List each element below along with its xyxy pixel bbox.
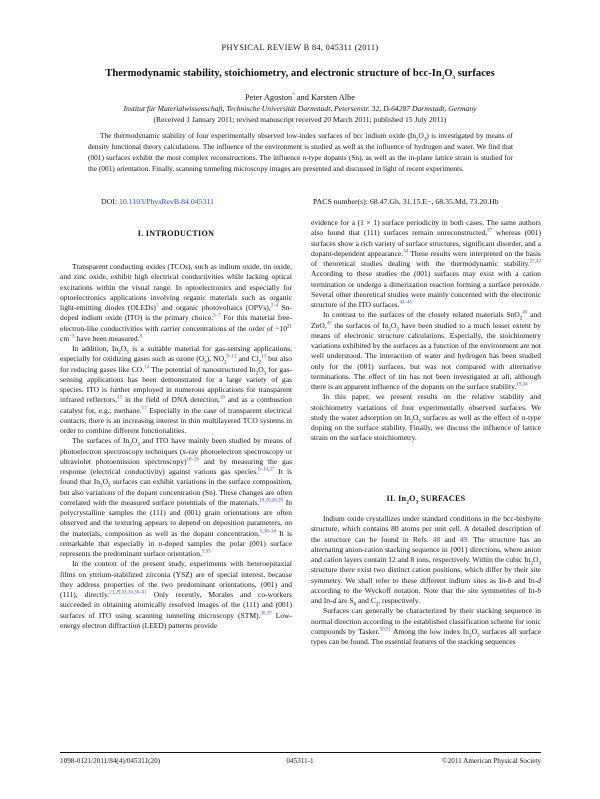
citation[interactable]: 13 xyxy=(261,354,267,360)
doi-link[interactable]: 10.1103/PhysRevB.84.045311 xyxy=(118,197,214,206)
footer-page: 045311-1 xyxy=(286,757,314,765)
footer-rule xyxy=(60,752,541,753)
author-name: Peter Agoston xyxy=(245,93,293,102)
right-column-section2 xyxy=(311,514,541,647)
pacs-numbers: PACS number(s): 68.47.Gh, 31.15.E−, 68.35.Md, 73.20.Hb xyxy=(313,197,499,206)
paragraph: The surfaces of $In_2O_3$ and ITO have mainly been studied by means of photoelectron spectroscopy techniques (x-ray photoelectron spectroscopy or ultraviolet photoemission spectroscopy)$^{18-26}$ and by measuring the gas response (electrical conductivity) against various gas species.$^{9-14,27}$ It is found that $In_2O_3$ surfaces can exhibit variations in the surface composition, but also variations of the dopant concentration (Sn). These changes are often correlated with the measured surface potentials of the materials.$^{19,20,28,29}$ In polycrystalline samples the (111) and (001) grain orientations are often observed and the texturing appears to depend on deposition parameters, on the materials, composition as well as the dopant concentration.$^{5,30-34}$ It is remarkable that especially in n-doped samples the polar (001) surface represents the predominant surface orientation.$^{5,35}$ xyxy=(60,436,293,558)
citation[interactable]: 27,42 xyxy=(529,259,541,265)
author-name: and Karsten Albe xyxy=(294,93,355,102)
citation[interactable]: 36,37 xyxy=(260,610,272,616)
citation[interactable]: 1 xyxy=(155,303,159,309)
citation[interactable]: 37 xyxy=(487,228,493,234)
title-sub: 2 xyxy=(441,76,445,82)
paragraph: Transparent conducting oxides (TCOs), such as indium oxide, tin oxide, and zinc oxide, exhibit high electrical conductivities while lacking optical excitations within the visual range. In optoelectronics and especially for optoelectronics applications involving organic materials such as organic light-emitting diodes (OLEDs)$^1$ and organic photovoltaics (OPVs),$^{2-4}$ Sn-doped indium oxide (ITO) is the primary choice.$^{5-7}$ For this material free-electron-like conductivities with carrier concentrations of the order of $\sim 10^{21}$ $cm^{-3}$ have been measured.$^8$ xyxy=(60,262,292,343)
citation[interactable]: 9–14,27 xyxy=(258,467,275,473)
right-column xyxy=(311,218,541,444)
citation[interactable]: 43–45 xyxy=(399,300,413,306)
citation[interactable]: 17 xyxy=(141,405,147,411)
citation[interactable]: 19,20,28,29 xyxy=(259,498,284,504)
section-heading-surfaces: II. $In_2O_3$ SURFACES xyxy=(386,494,466,506)
ref-link[interactable]: 49 xyxy=(459,534,468,544)
paragraph: In this paper, we present results on the relative stability and stoichiometry variations of four experimentally observed surfaces. We study the water adsorption on $In_2O_3$ surfaces as well as the effect of n-type doping on the surface stability. Finally, we discuss the influence of lattice strain on the surface stoichiometry. xyxy=(311,392,541,443)
abstract-text: -type dopants (Sn), as well as the in-plane lattice strain is studied for the (001) orientation. Finally, scanning tunneling microscopy images are presented and discussed in light of recent experiments. xyxy=(88,153,513,174)
abstract-text: ) is investigated by means of density functional theory calculations. The influence of the environment is studied as well as the influence of hydrogen and water. We find that (001) surfaces exhibit the most complex reconstructions. The influence xyxy=(88,131,513,163)
ref-link[interactable]: 48 xyxy=(432,534,441,544)
footer-issn: 1098-0121/2011/84(4)/045311(20) xyxy=(60,757,161,765)
citation[interactable]: 47 xyxy=(326,320,332,326)
journal-header: PHYSICAL REVIEW B 84, 045311 (2011) xyxy=(221,43,379,52)
citation[interactable]: 5,30–34 xyxy=(259,528,276,534)
footer-copyright: ©2011 American Physical Society xyxy=(442,757,541,765)
abstract-italic: n xyxy=(302,153,307,163)
abstract xyxy=(88,130,513,174)
paragraph: Indium oxide crystallizes under standard conditions in the bcc-bixbyite structure, which contains 80 atoms per unit cell. A detailed description of the structure can be found in Refs. 48 and 49. The structure has an alternating anion-cation stacking sequence in {001} directions, where anion and cation layers contain 12 and 8 ions, respectively. Within the cubic $In_2O_3$ structure there exist two distinct cation positions, which differ by their site symmetry. We shall refer to these different indium sites as In-b and In-d according to the Wyckoff notation. Note that the site symmetries of In-b and In-d are $S_6$ and $C_2$, respectively. xyxy=(311,514,542,608)
doi xyxy=(101,197,214,206)
citation[interactable]: 5,35 xyxy=(201,549,211,555)
abstract-text: The thermodynamic stability of four experimentally observed low-index surfaces of bcc indium oxide (In xyxy=(100,131,417,140)
citation[interactable]: 19,34 xyxy=(516,382,528,388)
sub: 2 xyxy=(416,137,419,143)
citation[interactable]: 14 xyxy=(144,364,150,370)
paragraph: In contrast to the surfaces of the closely related materials SnO$_2^{46}$ and ZnO,$^{47}$ the surfaces of $In_2O_3$ have been studied to a much lesser extent by means of electronic structure calculations. Especially, the stoichiometry variations exhibited by the surfaces as a function of the environment are not well understood. The interaction of water and hydrogen has been studied only for the (001) surfaces, but was not compared with alternative terminations. The effect of tin has not been investigated at all, although there is an apparent influence of the dopants on the surface stability.$^{19,34}$ xyxy=(311,310,541,391)
abstract-text: O xyxy=(418,131,424,140)
citation[interactable]: 5–7 xyxy=(213,313,221,319)
paper-title xyxy=(40,68,560,82)
citation[interactable]: 46 xyxy=(522,310,528,316)
paragraph: In addition, $In_2O_3$ is a suitable material for gas-sensing applications, especially for oxidizing gases such as ozone $(O_3)$, $NO_2^{9-12}$ and $Cl_2^{13}$ but also for reducing gases like CO.$^{14}$ The potential of nanostructured $In_2O_3$ for gas-sensing applications has been demonstrated for a large variety of gas species. ITO is further employed in numerous applications for transparent infrared reflectors,$^{15}$ in the field of DNA detection,$^{16}$ and as a combustion catalyst for, e.g., methane.$^{17}$ Especially in the case of transparent electrical contacts, there is an increasing interest in thin multilayered TCO systems in order to combine different functionalities. xyxy=(60,344,293,435)
citation[interactable]: 2–4 xyxy=(270,303,279,309)
citation[interactable]: 9–12 xyxy=(226,354,237,360)
title-sub: 3 xyxy=(452,76,456,82)
citation[interactable]: 23,29,33,34,36–41 xyxy=(109,590,147,596)
citation[interactable]: 8 xyxy=(139,334,143,340)
paragraph: evidence for a (1 × 1) surface periodicity in both cases. The same authors also found that (111) surfaces remain unreconstructed,$^{37}$ whereas (001) surfaces show a rich variety of surface structures, significant disorder, and a dopant-dependent appearance.$^{34}$ These results were interpreted on the basis of theoretical studies dealing with the thermodynamic stability.$^{27,42}$ According to these studies the (001) surfaces may exist with a cation termination or undergo a dimerization reaction forming a surface peroxide. Several other theoretical studies were mainly concerned with the electronic structure of the ITO surfaces.$^{43-45}$ xyxy=(311,218,542,309)
received-dates: (Received 1 January 2011; revised manuscript received 20 March 2011; published 15 July 2011) xyxy=(153,115,447,124)
title-part: Thermodynamic stability, stoichiometry, and electronic structure of bcc-In xyxy=(105,68,442,79)
citation[interactable]: 16 xyxy=(219,395,225,401)
citation[interactable]: 15 xyxy=(117,395,123,401)
citation[interactable]: 50,51 xyxy=(379,627,391,633)
sub: 3 xyxy=(423,137,427,143)
section-heading-introduction: I. INTRODUCTION xyxy=(137,229,215,238)
title-part: surfaces xyxy=(455,68,495,79)
citation[interactable]: 18–26 xyxy=(186,457,199,463)
citation[interactable]: 34 xyxy=(403,249,409,255)
affiliation: Institut für Materialwissenschaft, Technische Universität Darmstadt, Petersenstr. 32, D-64287 Darmstadt, Germany xyxy=(123,104,477,113)
left-column xyxy=(60,262,292,631)
paragraph: In the context of the present study, experiments with heteroepitaxial films on yttrium-stabilized zirconia (YSZ) are of special interest, because they address properties of the two predominant orientations, (001) and (111), directly.$^{23,29,33,34,36-41}$ Only recently, Morales and co-workers succeeded in obtaining atomically resolved images of the (111) and (001) surfaces of ITO using scanning tunneling microscopy (STM).$^{36,37}$ Low-energy electron diffraction (LEED) patterns provide xyxy=(60,559,293,630)
title-part: O xyxy=(444,68,453,79)
corresponding-author-mark[interactable]: * xyxy=(292,93,295,99)
authors xyxy=(0,93,600,102)
doi-label: DOI: xyxy=(101,197,119,206)
paragraph: Surfaces can generally be characterized by their stacking sequence in normal direction according to the established classification scheme for ionic compounds by Tasker.$^{50,51}$ Among the low index $In_2O_3$ surfaces all surface types can be found. The essential features of the stacking sequences xyxy=(311,606,541,646)
